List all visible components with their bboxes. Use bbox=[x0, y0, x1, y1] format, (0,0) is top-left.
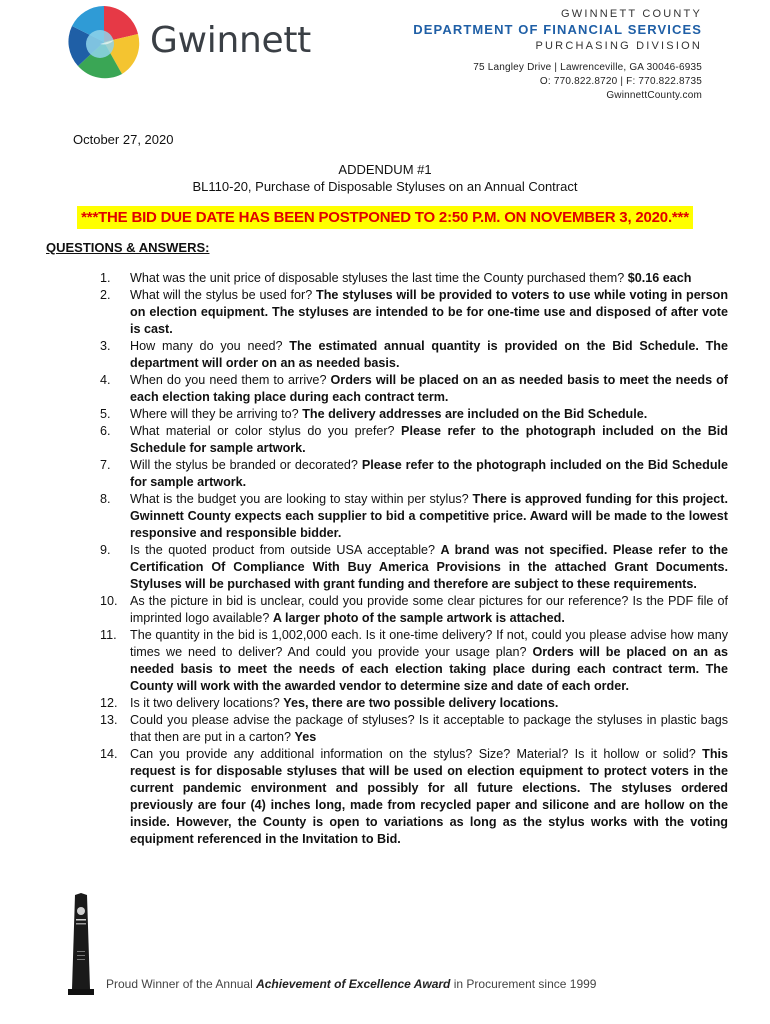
qa-item bbox=[100, 627, 728, 695]
qa-number: 5. bbox=[100, 407, 111, 421]
question: What was the unit price of disposable styluses the last time the County purchased them? bbox=[130, 271, 625, 285]
document-date: October 27, 2020 bbox=[73, 132, 174, 147]
section-heading: QUESTIONS & ANSWERS: bbox=[46, 240, 210, 255]
qa-item bbox=[100, 695, 728, 712]
answer: Orders will be placed on an as needed basis to meet the needs of each election taking place during each contract term. The County will work with the awarded vendor to determine size and date of each order. bbox=[130, 645, 728, 693]
answer: A larger photo of the sample artwork is attached. bbox=[272, 611, 565, 625]
award-name: Achievement of Excellence Award bbox=[256, 977, 451, 991]
question: What material or color stylus do you prefer? bbox=[130, 424, 395, 438]
phone-fax: O: 770.822.8720 | F: 770.822.8735 bbox=[539, 76, 702, 87]
website: GwinnettCounty.com bbox=[606, 90, 702, 101]
qa-number: 2. bbox=[100, 288, 111, 302]
question: Where will they be arriving to? bbox=[130, 407, 299, 421]
qa-item bbox=[100, 457, 728, 491]
qa-item bbox=[100, 287, 728, 338]
question: Is the quoted product from outside USA acceptable? bbox=[130, 543, 436, 557]
qa-item bbox=[100, 746, 728, 848]
county-name: GWINNETT COUNTY bbox=[561, 8, 702, 20]
answer: Orders will be placed on an as needed basis to meet the needs of each election taking place during each contract term. bbox=[130, 373, 729, 404]
answer: Yes bbox=[294, 730, 317, 744]
gwinnett-logo-icon bbox=[66, 4, 142, 80]
question: As the picture in bid is unclear, could you provide some clear pictures for our reference? Is the PDF file of imprinted logo available? bbox=[130, 594, 728, 625]
qa-number: 8. bbox=[100, 492, 111, 506]
qa-item bbox=[100, 491, 728, 542]
answer: A brand was not specified. Please refer to the Certification Of Compliance With Buy America Provisions in the attached Grant Documents. Styluses will be purchased with grant funding and therefore are subject to these requirements. bbox=[130, 543, 728, 591]
qa-number: 11. bbox=[100, 628, 117, 642]
answer: The delivery addresses are included on the Bid Schedule. bbox=[302, 407, 648, 421]
addendum-subtitle: BL110-20, Purchase of Disposable Styluses on an Annual Contract bbox=[192, 179, 578, 194]
qa-item bbox=[100, 372, 728, 406]
question: What is the budget you are looking to stay within per stylus? bbox=[130, 492, 469, 506]
qa-number: 9. bbox=[100, 543, 111, 557]
question: How many do you need? bbox=[130, 339, 283, 353]
due-date-alert: ***THE BID DUE DATE HAS BEEN POSTPONED TO 2:50 P.M. ON NOVEMBER 3, 2020.*** bbox=[77, 206, 693, 229]
question: Could you please advise the package of styluses? Is it acceptable to package the styluses in plastic bags that then are put in a carton? bbox=[130, 713, 728, 744]
qa-number: 3. bbox=[100, 339, 111, 353]
qa-number: 6. bbox=[100, 424, 111, 438]
address: 75 Langley Drive | Lawrenceville, GA 30046-6935 bbox=[473, 62, 702, 73]
qa-item bbox=[100, 406, 728, 423]
answer: The estimated annual quantity is provided on the Bid Schedule. The department will order on an as needed basis. bbox=[130, 339, 728, 370]
question: Can you provide any additional information on the stylus? Size? Material? Is it hollow or solid? bbox=[130, 747, 696, 761]
question: Will the stylus be branded or decorated? bbox=[130, 458, 358, 472]
department-name: DEPARTMENT OF FINANCIAL SERVICES bbox=[413, 22, 702, 37]
answer: Please refer to the photograph included on the Bid Schedule for sample artwork. bbox=[130, 458, 729, 489]
qa-item bbox=[100, 542, 728, 593]
award-trophy-icon bbox=[66, 893, 96, 995]
answer: The styluses will be provided to voters to use while voting in person on election equipment. The styluses are intended to be for one-time use and disposed of after vote is cast. bbox=[130, 288, 729, 336]
question: Is it two delivery locations? bbox=[130, 696, 280, 710]
qa-number: 12. bbox=[100, 696, 118, 710]
answer: This request is for disposable styluses that will be used on election equipment to protect voters in the current pandemic environment and possibly for all future elections. The styluses ordered previously are four (4) inches long, made from recycled paper and silicone and are hollow on the inside. However, the County is open to variations as long as the stylus works with the voting equipment referenced in the Invitation to Bid. bbox=[130, 747, 729, 846]
answer: Yes, there are two possible delivery locations. bbox=[283, 696, 559, 710]
qa-item bbox=[100, 338, 728, 372]
question: When do you need them to arrive? bbox=[130, 373, 327, 387]
question: The quantity in the bid is 1,002,000 each. Is it one-time delivery? If not, could you please advise how many times we need to deliver? And could you provide your usage plan? bbox=[130, 628, 728, 659]
footer-suffix: in Procurement since 1999 bbox=[450, 977, 597, 991]
gwinnett-logo bbox=[66, 4, 316, 76]
qa-number: 7. bbox=[100, 458, 111, 472]
qa-item bbox=[100, 712, 728, 746]
qa-number: 1. bbox=[100, 271, 111, 285]
qa-number: 13. bbox=[100, 713, 118, 727]
qa-item bbox=[100, 270, 728, 287]
division-name: PURCHASING DIVISION bbox=[535, 40, 702, 52]
letterhead bbox=[413, 8, 702, 101]
qa-number: 14. bbox=[100, 747, 118, 761]
logo-wordmark: Gwinnett bbox=[150, 20, 311, 61]
qa-item bbox=[100, 423, 728, 457]
answer: There is approved funding for this project. Gwinnett County expects each supplier to bid a competitive price. Award will be made to the lowest responsive and responsible bidder. bbox=[130, 492, 729, 540]
qa-number: 10. bbox=[100, 594, 118, 608]
alert-wrapper bbox=[0, 206, 770, 229]
answer: $0.16 each bbox=[627, 271, 692, 285]
answer: Please refer to the photograph included on the Bid Schedule for sample artwork. bbox=[130, 424, 728, 455]
footer-prefix: Proud Winner of the Annual bbox=[106, 977, 257, 991]
qa-number: 4. bbox=[100, 373, 111, 387]
qa-item bbox=[100, 593, 728, 627]
qa-list bbox=[100, 270, 728, 848]
question: What will the stylus be used for? bbox=[130, 288, 313, 302]
footer-award-text bbox=[106, 977, 596, 991]
addendum-title: ADDENDUM #1 bbox=[338, 162, 432, 177]
